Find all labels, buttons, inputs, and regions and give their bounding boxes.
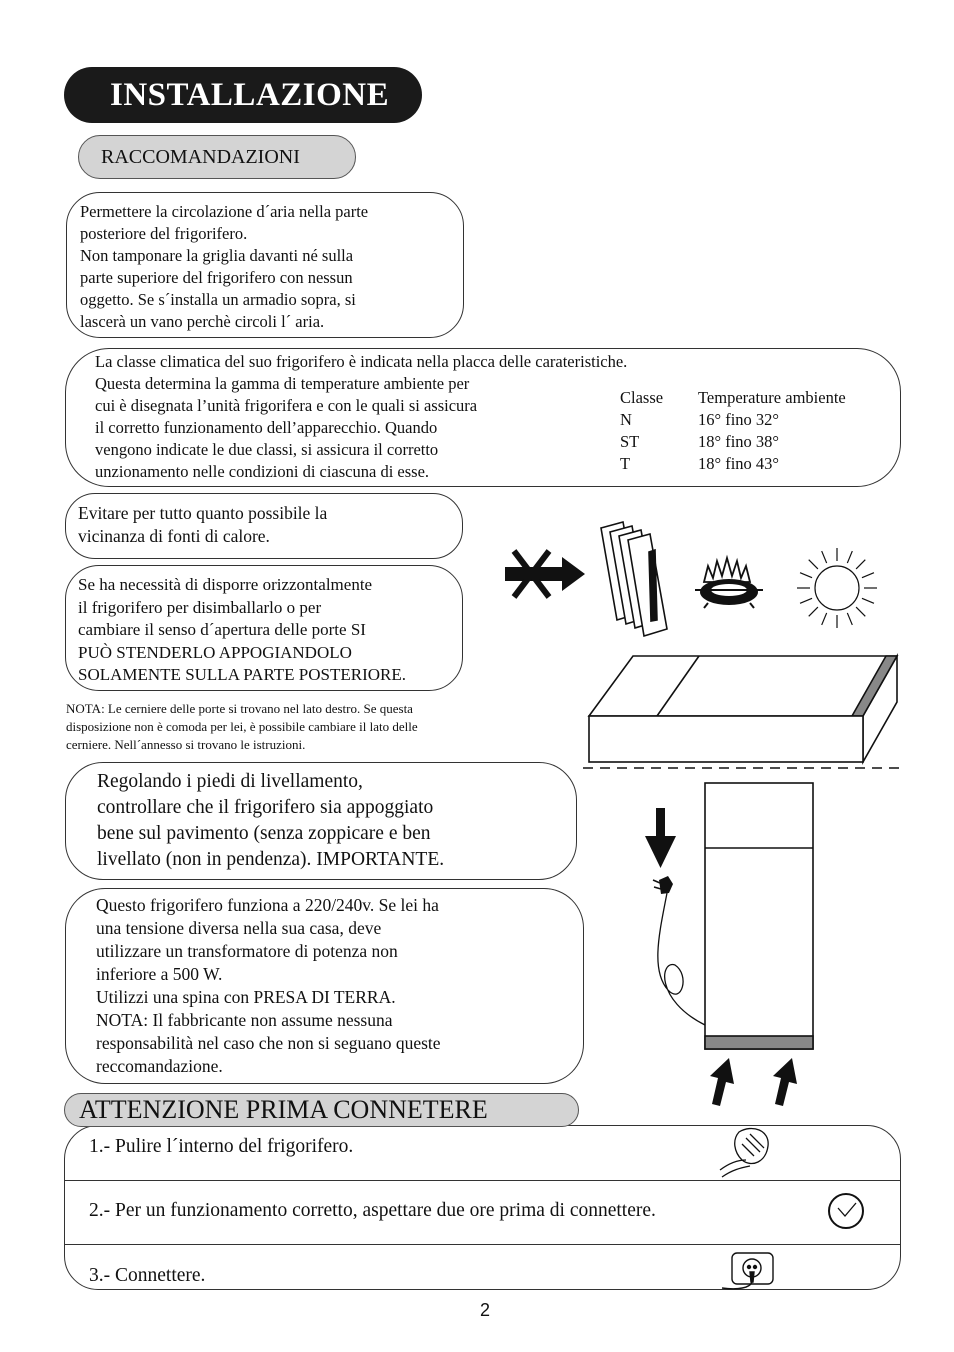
text-line: una tensione diversa nella sua casa, deve bbox=[96, 918, 382, 938]
text-line: inferiore a 500 W. bbox=[96, 964, 223, 984]
table-header-cell: Classe bbox=[620, 388, 664, 407]
text-line: vicinanza di fonti di calore. bbox=[78, 526, 270, 546]
step-3: 3.- Connettere. bbox=[89, 1265, 206, 1286]
text-line: cambiare il senso d´apertura delle porte SI bbox=[78, 620, 366, 639]
step-1: 1.- Pulire l´interno del frigorifero. bbox=[89, 1136, 354, 1157]
text-line: NOTA: Il fabbricante non assume nessuna bbox=[96, 1010, 393, 1030]
text-line: il frigorifero per disimballarlo o per bbox=[78, 597, 322, 617]
text-line: oggetto. Se s´installa un armadio sopra, si bbox=[80, 290, 356, 309]
text-line: cui è disegnata l’unità frigorifera e con le quali si assicura bbox=[95, 396, 478, 415]
wall-socket-icon bbox=[722, 1253, 773, 1289]
step-2: 2.- Per un funzionamento corretto, aspettare due ore prima di connettere. bbox=[89, 1200, 656, 1221]
text-line: SOLAMENTE SULLA PARTE POSTERIORE. bbox=[78, 665, 406, 684]
table-cell: T bbox=[620, 454, 631, 473]
text-line: disposizione non è comoda per lei, è possibile cambiare il lato delle bbox=[66, 719, 418, 734]
text-line: vengono indicate le due classi, si assicura il corretto bbox=[95, 440, 439, 459]
text-line: controllare che il frigorifero sia appoggiato bbox=[97, 797, 434, 818]
page-number: 2 bbox=[479, 1300, 490, 1320]
text-line: Regolando i piedi di livellamento, bbox=[97, 771, 363, 792]
table-cell: N bbox=[620, 410, 632, 429]
table-cell: 16° fino 32° bbox=[698, 410, 780, 429]
text-line: Permettere la circolazione d´aria nella parte bbox=[80, 202, 369, 221]
cleaning-hand-icon bbox=[720, 1128, 768, 1177]
text-line: lascerà un vano perchè circoli l´ aria. bbox=[80, 312, 325, 331]
text-line: Questa determina la gamma di temperature ambiente per bbox=[95, 374, 470, 393]
text-line: cerniere. Nell´annesso si trovano le istruzioni. bbox=[66, 737, 306, 752]
text-line: utilizzare un transformatore di potenza non bbox=[96, 941, 398, 961]
text-line: responsabilità nel caso che non si seguano queste bbox=[96, 1033, 441, 1053]
climate-intro: La classe climatica del suo frigorifero è indicata nella placca delle carateristiche. bbox=[95, 352, 628, 371]
text-line: livellato (non in pendenza). IMPORTANTE. bbox=[97, 849, 445, 870]
text-line: bene sul pavimento (senza zoppicare e ben bbox=[97, 823, 431, 844]
text-line: Non tamponare la griglia davanti né sulla bbox=[80, 246, 354, 265]
text-line: il corretto funzionamento dell’apparecchio. Quando bbox=[95, 418, 438, 437]
table-cell: ST bbox=[620, 432, 640, 451]
attention-title: ATTENZIONE PRIMA CONNETERE bbox=[64, 1093, 579, 1127]
text-line: Se ha necessità di disporre orizzontalmente bbox=[78, 575, 373, 594]
text-line: unzionamento nelle condizioni di ciascuna di esse. bbox=[95, 462, 430, 481]
table-cell: 18° fino 43° bbox=[698, 454, 780, 473]
text-line: PUÒ STENDERLO APPOGIANDOLO bbox=[78, 642, 352, 662]
text-line: Utilizzi una spina con PRESA DI TERRA. bbox=[96, 987, 396, 1007]
section-subtitle: RACCOMANDAZIONI bbox=[78, 135, 356, 179]
clock-icon bbox=[829, 1194, 863, 1228]
text-line: reccomandazione. bbox=[96, 1056, 223, 1076]
table-header-cell: Temperature ambiente bbox=[698, 388, 846, 407]
text-line: Evitare per tutto quanto possibile la bbox=[78, 503, 328, 523]
text-line: NOTA: Le cerniere delle porte si trovano nel lato destro. Se questa bbox=[66, 701, 413, 716]
page-title: INSTALLAZIONE bbox=[64, 67, 422, 123]
text-line: posteriore del frigorifero. bbox=[80, 224, 248, 243]
table-cell: 18° fino 38° bbox=[698, 432, 780, 451]
text-line: Questo frigorifero funziona a 220/240v. Se lei ha bbox=[96, 895, 439, 915]
text-line: parte superiore del frigorifero con nessun bbox=[80, 268, 353, 287]
